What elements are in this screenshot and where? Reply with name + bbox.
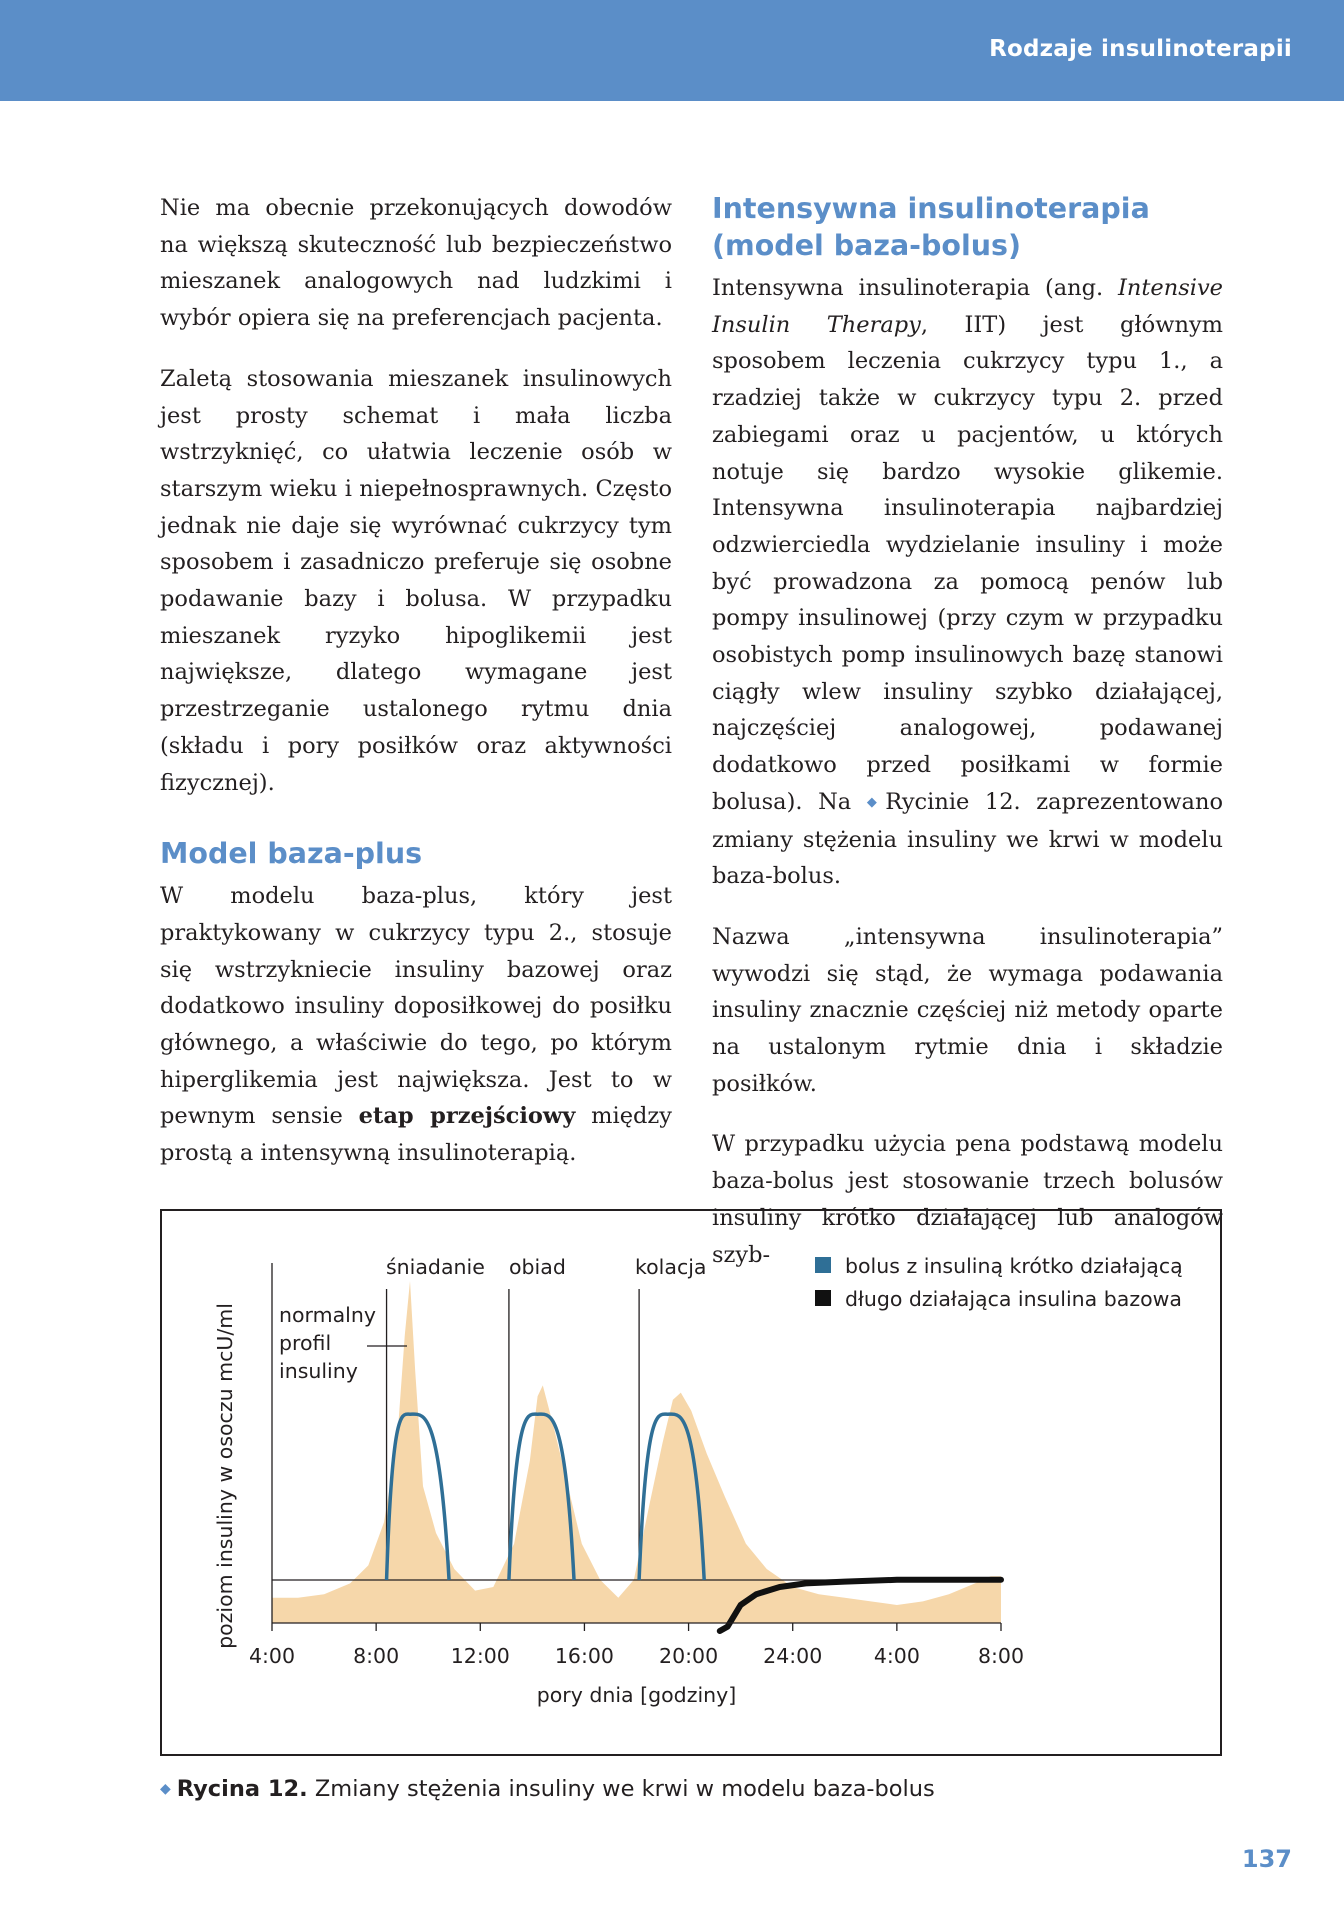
legend-label-basal: długo działająca insulina bazowa [845, 1287, 1182, 1311]
text-run: , IIT) jest głównym sposobem leczenia cukrzycy typu 1., a rzadziej także w cukrzycy typu 2. przed zabiegami oraz u pacjentów, u których notuje się bardzo wysokie glikemie. Intensywna insulinoterapia najbardziej odzwierciedla wydzielanie insuliny i może być prowadzona za pomocą penów lub pompy insulinowej (przy czym w przypadku osobistych pomp insulinowych bazę stanowi ciągły wlew insuliny szybko działającej, najczęściej analogowej, podawanej dodatkowo przed posiłkami w formie bolusa). Na [712, 311, 1223, 815]
figure-caption [160, 1776, 935, 1802]
figure-box [160, 1209, 1222, 1756]
paragraph [160, 878, 672, 1172]
caption-label: Rycina 12. [176, 1776, 308, 1802]
x-tick-label: 12:00 [450, 1644, 510, 1668]
x-tick-label: 8:00 [353, 1644, 400, 1668]
x-tick-label: 4:00 [248, 1644, 296, 1668]
paragraph: W przypadku użycia pena podstawą modelu baza-bolus jest stosowanie trzech bolusów insuliny krótko działającej lub analogów szyb- [712, 1131, 1223, 1268]
y-axis-label: poziom insuliny w osoczu mcU/ml [213, 1303, 237, 1649]
section-heading: Model baza-plus [160, 837, 423, 871]
meal-label: śniadanie [386, 1255, 485, 1279]
insulin-chart [162, 1211, 1220, 1754]
paragraph: Nie ma obecnie przekonujących dowodów na większą skuteczność lub bezpieczeństwo mieszanek analogowych nad ludzkimi i wybór opiera się na preferencjach pacjenta. [160, 195, 672, 332]
figure-reference-link[interactable]: Rycinie 12. zaprezentowano zmiany stężenia insuliny we krwi w modelu baza-bolus. [712, 788, 1224, 890]
x-tick-label: 4:00 [873, 1644, 920, 1668]
x-tick-label: 8:00 [977, 1644, 1025, 1668]
x-axis-label: pory dnia [godziny] [536, 1683, 737, 1707]
paragraph: Nazwa „intensywna insulinoterapia” wywodzi się stąd, że wymaga podawania insuliny znacznie częściej niż metody oparte na ustalonym rytmie dnia i składzie posiłków. [712, 923, 1223, 1097]
text-run: W modelu baza-plus, który jest praktykowany w cukrzycy typu 2., stosuje się wstrzykniecie insuliny bazowej oraz dodatkowo insuliny doposiłkowej do posiłku głównego, a właściwie do tego, po którym hiperglikemia jest największa. Jest to w pewnym sensie [160, 883, 672, 1130]
caption-marker: ◆ [160, 1781, 171, 1797]
italic-term: Intensive Insulin Therapy [712, 275, 1223, 338]
x-tick-label: 16:00 [554, 1644, 614, 1668]
annotation-text: normalny [279, 1303, 376, 1327]
annotation-text: insuliny [279, 1359, 358, 1383]
annotation-text: profil [279, 1331, 332, 1355]
meal-label: obiad [509, 1255, 566, 1279]
meal-label: kolacja [635, 1255, 707, 1279]
legend-swatch-bolus [815, 1257, 831, 1273]
left-column [160, 190, 672, 1196]
caption-text: Zmiany stężenia insuliny we krwi w modelu baza-bolus [307, 1776, 935, 1802]
x-tick-label: 20:00 [659, 1644, 719, 1668]
legend-label-bolus: bolus z insuliną krótko działającą [845, 1254, 1183, 1278]
legend-swatch-basal [815, 1290, 831, 1306]
normal-insulin-profile-area [272, 1281, 1001, 1623]
page-number: 137 [1241, 1845, 1292, 1873]
figure-reference-marker: ◆ [866, 794, 886, 810]
chapter-title: Rodzaje insulinoterapii [989, 36, 1292, 62]
section-heading: Intensywna insulinoterapia (model baza-bolus) [712, 192, 1150, 262]
paragraph: Zaletą stosowania mieszanek insulinowych jest prosty schemat i mała liczba wstrzyknięć, co ułatwia leczenie osób w starszym wieku i niepełnosprawnych. Często jednak nie daje się wyrównać cukrzycy tym sposobem i zasadniczo preferuje się osobne podawanie bazy i bolusa. W przypadku mieszanek ryzyko hipoglikemii jest największe, dlatego wymagane jest przestrzeganie ustalonego rytmu dnia (składu i pory posiłków oraz aktywności fizycznej). [160, 365, 672, 796]
paragraph [712, 270, 1223, 895]
page-header [0, 0, 1344, 101]
text-run: Intensywna insulinoterapia (ang. [712, 275, 1118, 301]
x-tick-label: 24:00 [763, 1644, 823, 1668]
bold-term: etap przejściowy [358, 1103, 576, 1130]
right-column [712, 190, 1223, 1297]
text-run: między prostą a intensywną insulinoterapią. [160, 1103, 672, 1167]
